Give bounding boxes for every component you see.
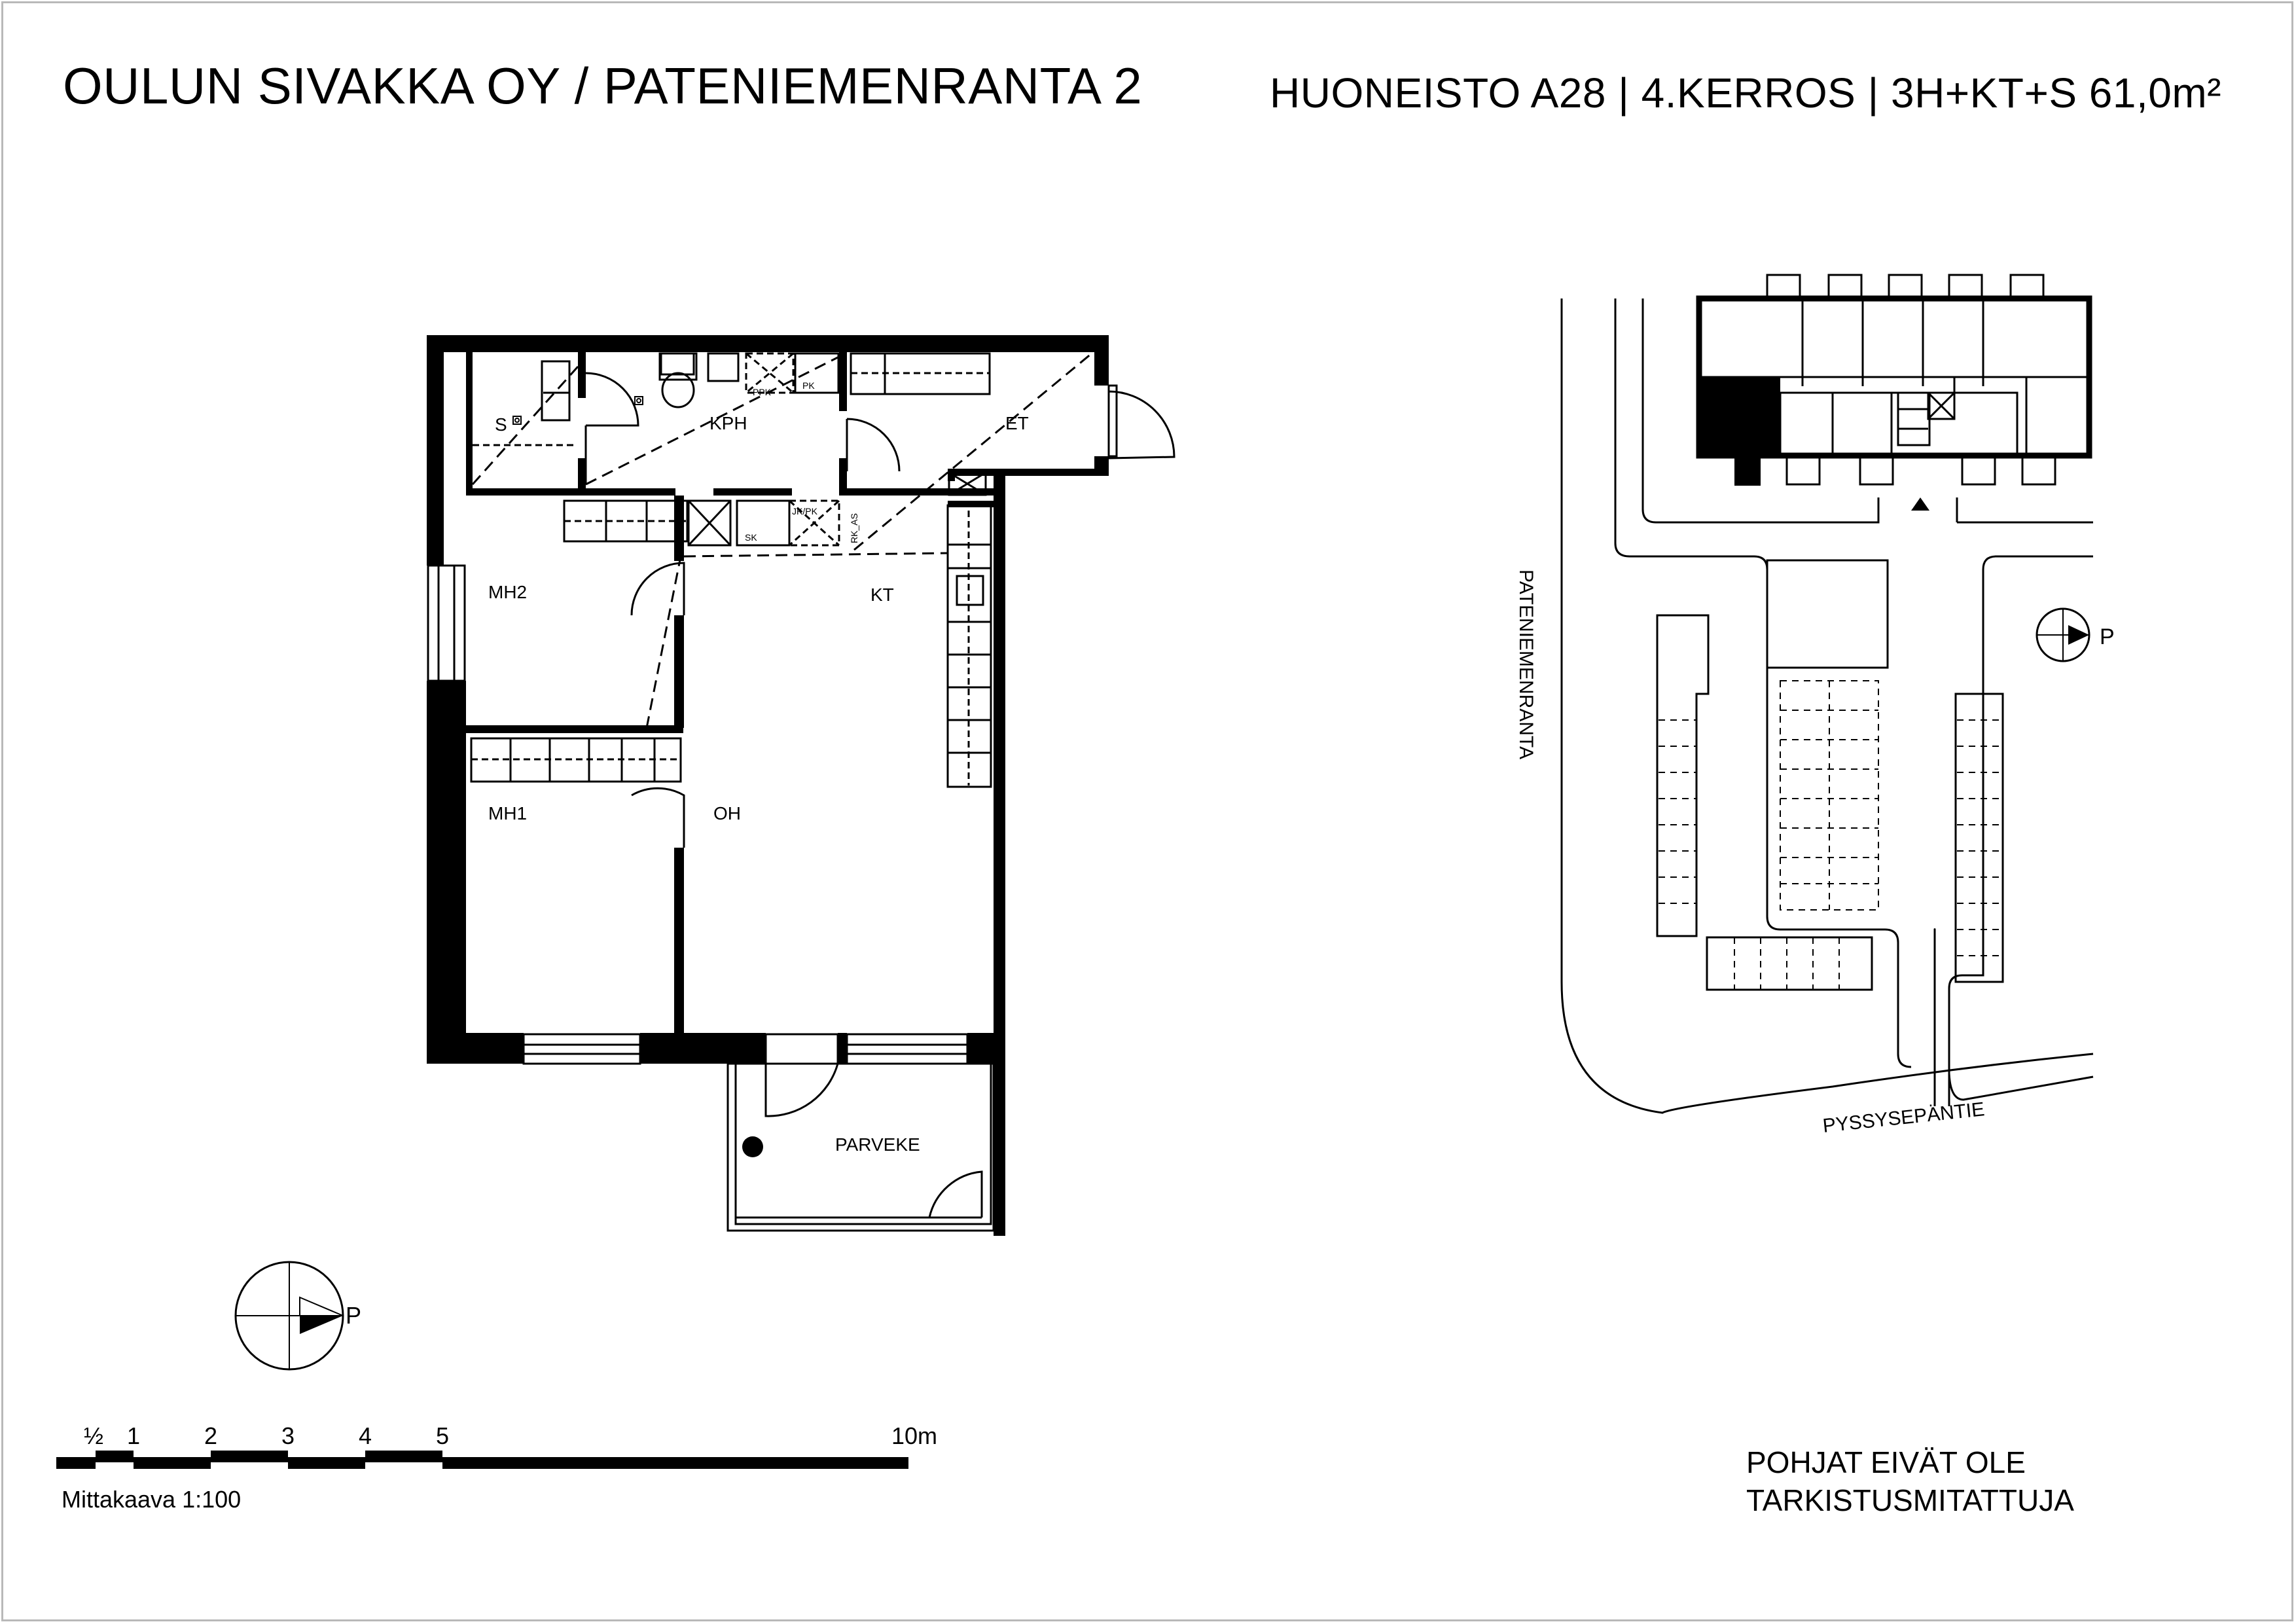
fixture-label-ppk: PPK xyxy=(753,387,772,397)
fixture-label-pk: PK xyxy=(802,380,815,391)
scale-tick-half: ½ xyxy=(84,1422,104,1449)
room-label-bedroom1: MH1 xyxy=(488,803,528,823)
room-label-bathroom: KPH xyxy=(709,413,747,433)
site-north-arrow-label: P xyxy=(2100,624,2115,649)
apartment-info: HUONEISTO A28 | 4.KERROS | 3H+KT+S 61,0m² xyxy=(1270,69,2221,117)
room-label-entrance: ET xyxy=(1005,413,1029,433)
disclaimer-note xyxy=(1746,1443,2074,1519)
disclaimer-line-1: POHJAT EIVÄT OLE xyxy=(1746,1445,2026,1479)
street-label-pyssysepantie: PYSSYSEPÄNTIE xyxy=(1821,1098,1986,1137)
room-label-living-room: OH xyxy=(713,803,741,823)
room-label-balcony: PARVEKE xyxy=(835,1134,920,1155)
street-label-pateniemenranta: PATENIEMENRANTA xyxy=(1515,569,1537,760)
room-label-kitchen: KT xyxy=(870,585,894,605)
scale-tick-5: 5 xyxy=(436,1422,450,1449)
scale-tick-10m: 10m xyxy=(891,1422,938,1449)
north-arrow-label: P xyxy=(346,1302,362,1329)
scale-tick-3: 3 xyxy=(281,1422,295,1449)
site-building xyxy=(1699,275,2089,511)
site-parking xyxy=(1657,560,2003,990)
scale-tick-4: 4 xyxy=(359,1422,372,1449)
fixture-label-sk: SK xyxy=(745,532,757,543)
project-title: OULUN SIVAKKA OY / PATENIEMENRANTA 2 xyxy=(63,57,1143,115)
site-north-arrow xyxy=(2037,609,2115,661)
room-label-bedroom2: MH2 xyxy=(488,582,528,602)
fixture-label-jk-pk: JK/PK xyxy=(792,506,817,516)
scale-tick-1: 1 xyxy=(127,1422,141,1449)
scale-caption: Mittakaava 1:100 xyxy=(62,1486,242,1513)
room-label-storage: S xyxy=(495,414,507,435)
fixture-label-rk-as: RK_AS xyxy=(849,513,859,543)
scale-tick-2: 2 xyxy=(204,1422,218,1449)
disclaimer-line-2: TARKISTUSMITATTUJA xyxy=(1746,1483,2074,1517)
